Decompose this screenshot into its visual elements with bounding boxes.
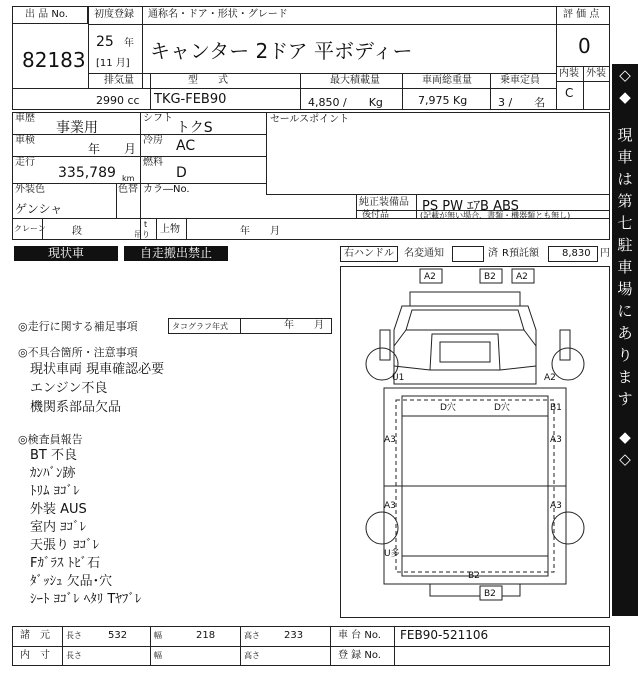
divider [556, 6, 557, 110]
aircon-label: 冷房 [143, 135, 163, 146]
tachograph-label: タコグラフ年式 [172, 322, 228, 331]
side-banner [612, 64, 638, 616]
divider [150, 626, 151, 666]
fuel: D [176, 165, 187, 181]
divider [88, 6, 89, 88]
recycle-label: R預託額 [502, 248, 539, 259]
mark-a2-top-right: A2 [516, 272, 528, 282]
inner-length-label: 長さ [66, 651, 82, 660]
equipment: PS PW ｴｱB ABS [422, 199, 519, 214]
vehicle-type: TKG-FEB90 [154, 92, 227, 107]
divider [266, 112, 267, 194]
aftermarket-label: 後付品 [362, 210, 390, 220]
capacity-label: 乗車定員 [500, 75, 540, 86]
banner-char: は [617, 170, 633, 188]
deck-date: 年 月 [240, 226, 280, 237]
divider [88, 24, 556, 25]
mark-a3-right-lower: A3 [550, 501, 562, 511]
inspector-line-9: ｼｰﾄ ﾖｺﾞﾚ ﾍﾀﾘ Tﾔﾌﾞﾚ [30, 592, 142, 607]
mark-b2-bottom: B2 [484, 589, 496, 599]
banner-char: 駐 [617, 236, 633, 254]
registration-year: 25 [96, 34, 114, 50]
banner-char: ま [617, 368, 633, 386]
defect-line-1: 現状車両 現車確認必要 [30, 362, 165, 377]
banner-char: 第 [617, 192, 633, 210]
tachograph-value: 年 月 [284, 320, 324, 331]
truck-damage-diagram [340, 266, 610, 618]
aircon: AC [176, 138, 196, 154]
width-label: 幅 [154, 631, 162, 640]
divider [186, 218, 187, 240]
mark-a2-top-left: A2 [424, 272, 436, 282]
exterior-color-label: 外装色 [15, 184, 45, 195]
divider [156, 218, 157, 240]
banner-char: ◆ [619, 88, 631, 106]
divider [12, 156, 266, 157]
divider [556, 81, 610, 82]
registration-year-unit: 年 [124, 38, 134, 49]
divider [240, 626, 241, 666]
gross-weight: 7,975 Kg [418, 94, 468, 107]
history-label: 車歴 [15, 113, 35, 124]
specs-label: 諸 元 [20, 630, 50, 641]
model-name: キャンター 2ドア 平ボディー [150, 39, 413, 63]
defect-line-2: エンジン不良 [30, 381, 108, 396]
name-change-box [452, 246, 484, 262]
lot-label: 出 品 No. [25, 9, 68, 20]
model-name-label: 通称名・ドア・形状・グレード [148, 9, 288, 20]
gross-weight-label: 車両総重量 [422, 75, 472, 86]
inspector-line-5: 室内 ﾖｺﾞﾚ [30, 520, 87, 535]
height-label: 高さ [244, 631, 260, 640]
mileage-unit: km [122, 174, 135, 183]
mark-a2-right: A2 [544, 373, 556, 383]
inspection-label: 車検 [15, 135, 35, 146]
banner-char: ◇ [619, 450, 631, 468]
current-condition-badge: 現状車 [14, 246, 118, 261]
divider [356, 194, 357, 218]
divider [12, 646, 610, 647]
height: 233 [284, 630, 304, 641]
aftermarket-note: (記載が無い場合、書類・機器類とも無し) [420, 211, 571, 220]
lot-number: 82183 [22, 48, 86, 72]
supplement-title: ◎走行に関する補足事項 [18, 320, 138, 333]
displacement-label: 排気量 [104, 75, 134, 86]
sales-point-label: セールスポイント [270, 114, 350, 125]
banner-char: 車 [617, 148, 633, 166]
inner-width-label: 幅 [154, 651, 162, 660]
color-code-label: カラ―No. [143, 184, 190, 195]
crane-label: クレーン [14, 224, 46, 233]
mark-d-hole-left: D穴 [440, 403, 456, 413]
interior-label: 内装 [559, 68, 579, 79]
max-load-label: 最大積載量 [330, 75, 380, 86]
inspector-line-7: Fｶﾞﾗｽ ﾄﾋﾞ石 [30, 556, 101, 571]
banner-char: す [617, 390, 633, 408]
inspector-line-4: 外装 AUS [30, 502, 87, 517]
crane-stage: 段 [72, 226, 82, 237]
grade-label: 評 価 点 [563, 9, 600, 20]
exterior-color: ゲンシャ [15, 202, 63, 216]
banner-char: あ [617, 324, 633, 342]
width: 218 [196, 630, 216, 641]
divider [330, 626, 331, 666]
no-self-drive-badge: 自走搬出禁止 [124, 246, 228, 261]
banner-char: 車 [617, 258, 633, 276]
divider [394, 626, 395, 666]
mark-a3-right-upper: A3 [550, 435, 562, 445]
steering: 右ハンドル [344, 248, 394, 259]
inspector-line-3: ﾄﾘﾑ ﾖｺﾞﾚ [30, 484, 80, 499]
divider [416, 194, 417, 218]
mark-b2-rear: B2 [468, 571, 480, 581]
mileage: 335,789 [58, 165, 116, 181]
chassis-label: 車 台 No. [338, 630, 381, 641]
divider [12, 88, 556, 89]
type-label: 型 式 [188, 75, 228, 86]
shift-label: シフト [143, 113, 173, 124]
divider [12, 134, 266, 135]
recycle-value: 8,830 [562, 248, 591, 259]
max-load: 4,850 / Kg [308, 96, 383, 109]
length-label: 長さ [66, 631, 82, 640]
history: 事業用 [56, 120, 98, 136]
banner-char: ◇ [619, 66, 631, 84]
crane-ton: t [144, 220, 148, 229]
banner-char: に [617, 302, 633, 320]
mark-b2-top: B2 [484, 272, 496, 282]
inspector-line-1: BT 不良 [30, 448, 77, 463]
name-change-label: 名変通知 [404, 248, 444, 259]
equipment-label: 純正装備品 [359, 197, 409, 208]
mark-b1: B1 [550, 403, 562, 413]
interior-grade: C [565, 86, 574, 100]
inspection: 年 月 [88, 142, 137, 156]
banner-char: 現 [617, 126, 633, 144]
inspector-title: ◎検査員報告 [18, 433, 83, 446]
inspector-line-8: ﾀﾞｯｼｭ 欠品･穴 [30, 574, 113, 589]
length: 532 [108, 630, 128, 641]
capacity: 3 / 名 [498, 96, 546, 109]
mark-u1: U1 [392, 373, 405, 383]
divider [556, 24, 610, 25]
banner-char: ◆ [619, 428, 631, 446]
mark-a3-left-upper: A3 [384, 435, 396, 445]
divider [150, 73, 151, 110]
divider [583, 66, 584, 110]
divider [140, 112, 141, 240]
registration-month: [11 月] [96, 58, 130, 69]
banner-char: 場 [617, 280, 633, 298]
mark-u-many: U多 [384, 549, 400, 559]
color-change-label: 色替 [118, 184, 138, 195]
divider [12, 183, 266, 184]
divider [240, 318, 241, 334]
defect-line-3: 機関系部品欠品 [30, 400, 122, 415]
registration-number-label: 登 録 No. [338, 650, 381, 661]
displacement: 2990 cc [96, 94, 140, 107]
defect-title: ◎不具合箇所・注意事項 [18, 346, 138, 359]
banner-char: り [617, 346, 633, 364]
overall-grade: 0 [578, 34, 591, 58]
divider [88, 73, 556, 74]
exterior-label: 外装 [586, 68, 606, 79]
crane-hang: 吊り [134, 230, 150, 239]
deck-label: 上物 [160, 224, 180, 235]
inspector-line-2: ｶﾝﾊﾞﾝ跡 [30, 466, 76, 481]
first-registration-label: 初度登録 [94, 9, 134, 20]
inspector-line-6: 天張り ﾖｺﾞﾚ [30, 538, 100, 553]
divider [142, 6, 143, 88]
divider [402, 73, 403, 110]
inner-dimensions-label: 内 寸 [20, 650, 50, 661]
inner-height-label: 高さ [244, 651, 260, 660]
divider [300, 73, 301, 110]
mark-a3-left-lower: A3 [384, 501, 396, 511]
recycle-unit: 円 [600, 248, 610, 259]
shift: トクS [176, 120, 213, 136]
divider [62, 626, 63, 666]
fuel-label: 燃料 [143, 157, 163, 168]
divider [490, 73, 491, 110]
name-change-done: 済 [488, 248, 498, 259]
divider [116, 183, 117, 218]
mileage-label: 走行 [15, 157, 35, 168]
mark-d-hole-right: D穴 [494, 403, 510, 413]
chassis-number: FEB90-521106 [400, 628, 489, 642]
banner-char: 七 [617, 214, 633, 232]
